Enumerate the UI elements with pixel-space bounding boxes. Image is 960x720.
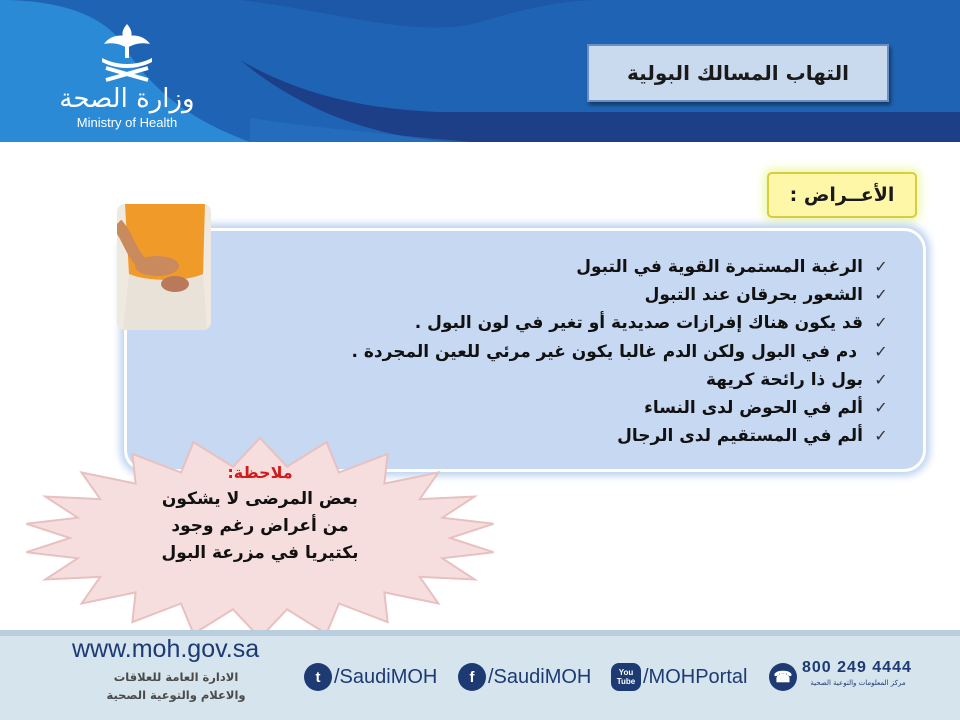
note-line: بكتيريا في مزرعة البول bbox=[161, 543, 359, 563]
phone-icon: ☎ bbox=[769, 663, 797, 691]
youtube-handle: /MOHPortal bbox=[643, 665, 748, 688]
symptom-text: بول ذا رائحة كريهة bbox=[705, 369, 863, 390]
facebook-icon: f bbox=[458, 663, 486, 691]
symptom-item bbox=[352, 394, 893, 422]
symptom-text: دم في البول ولكن الدم غالبا يكون غير مرئي للعين المجردة . bbox=[351, 341, 863, 362]
symptom-text: الشعور بحرقان عند التبول bbox=[644, 285, 863, 306]
check-icon: ✓ bbox=[874, 397, 888, 417]
check-icon: ✓ bbox=[874, 257, 888, 276]
phone-number: 800 249 4444 bbox=[802, 659, 912, 676]
youtube-icon bbox=[611, 663, 641, 691]
twitter-link[interactable] bbox=[304, 662, 437, 692]
department-name-line2: والاعلام والتوعية الصحية bbox=[106, 688, 246, 702]
symptoms-list bbox=[352, 253, 893, 450]
check-icon: ✓ bbox=[874, 369, 888, 389]
facebook-handle: /SaudiMOH bbox=[488, 665, 592, 688]
check-icon: ✓ bbox=[874, 313, 888, 333]
symptom-text: قد يكون هناك إفرازات صديدية أو تغير في لون البول . bbox=[414, 313, 863, 334]
youtube-link[interactable] bbox=[611, 662, 747, 692]
note-content bbox=[122, 460, 398, 567]
symptom-item bbox=[352, 281, 893, 309]
moh-logo bbox=[52, 22, 202, 130]
youtube-icon-bottom: Tube bbox=[616, 677, 636, 686]
note-callout bbox=[22, 436, 498, 640]
header-banner bbox=[0, 0, 960, 142]
note-title: ملاحظة: bbox=[227, 463, 293, 482]
phone-contact[interactable] bbox=[769, 659, 912, 692]
slide-title: التهاب المسالك البولية bbox=[627, 61, 849, 85]
note-line: من أعراض رغم وجود bbox=[171, 516, 349, 536]
twitter-icon: t bbox=[304, 663, 332, 691]
patient-illustration bbox=[117, 204, 211, 330]
symptom-item bbox=[352, 253, 893, 281]
symptom-item bbox=[352, 309, 893, 337]
facebook-link[interactable] bbox=[458, 662, 591, 692]
check-icon: ✓ bbox=[874, 341, 888, 361]
twitter-handle: /SaudiMOH bbox=[334, 665, 438, 688]
check-icon: ✓ bbox=[874, 285, 888, 305]
slide-title-box bbox=[587, 44, 889, 102]
moh-emblem-icon bbox=[92, 22, 162, 84]
symptoms-label: الأعــراض : bbox=[789, 184, 895, 206]
ministry-name-arabic: وزارة الصحة bbox=[59, 84, 195, 114]
symptoms-label-box bbox=[767, 172, 917, 218]
youtube-icon-top: You bbox=[618, 668, 634, 677]
symptom-item bbox=[352, 366, 893, 394]
ministry-name-english: Ministry of Health bbox=[76, 115, 178, 130]
patient-photo bbox=[117, 204, 211, 330]
note-line: بعض المرضى لا يشكون bbox=[161, 489, 359, 509]
phone-caption: مركز المعلومات والتوعية الصحية bbox=[810, 679, 906, 687]
department-name-line1: الادارة العامة للعلاقات bbox=[113, 670, 239, 684]
symptom-text: الرغبة المستمرة القوية في التبول bbox=[576, 257, 863, 277]
symptom-item bbox=[352, 338, 893, 366]
footer bbox=[0, 630, 960, 720]
website-link[interactable]: www.moh.gov.sa bbox=[72, 635, 260, 663]
check-icon: ✓ bbox=[874, 426, 888, 446]
symptom-text: ألم في الحوض لدى النساء bbox=[644, 397, 863, 418]
symptom-text: ألم في المستقيم لدى الرجال bbox=[617, 426, 863, 447]
